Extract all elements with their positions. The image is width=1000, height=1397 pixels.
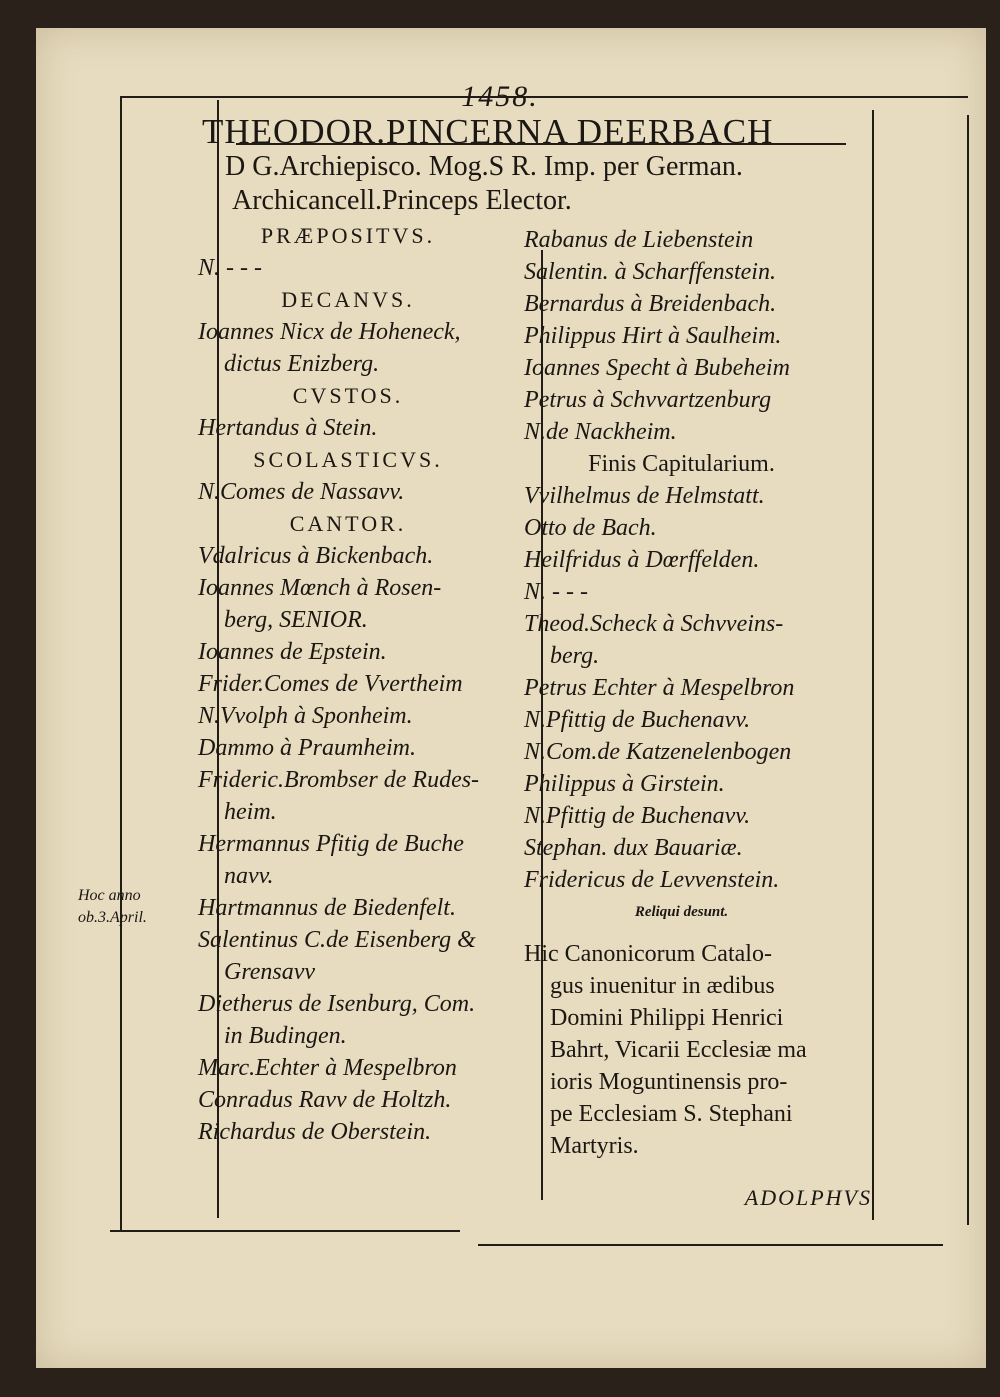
- list-item: Frider.Comes de Vvertheim: [198, 671, 463, 697]
- list-item: berg.: [550, 643, 600, 669]
- list-item: Theod.Scheck à Schvveins-: [524, 611, 784, 637]
- list-item: Reliqui desunt.: [634, 904, 729, 920]
- list-item: N.de Nackheim.: [524, 419, 677, 445]
- list-item: Domini Philippi Henrici: [550, 1005, 784, 1031]
- list-item: Salentinus C.de Eisenberg &: [198, 927, 476, 953]
- archbishop-title: D G.Archiepisco. Mog.S R. Imp. per German.: [225, 151, 743, 182]
- archbishop-office: Archicancell.Princeps Elector.: [232, 185, 572, 216]
- list-item: dictus Enizberg.: [224, 351, 380, 377]
- right-column: [524, 224, 839, 1162]
- list-item: N.Com.de Katzenelenbogen: [524, 739, 792, 765]
- list-item: Otto de Bach.: [524, 515, 657, 541]
- list-item: Rabanus de Liebenstein: [524, 227, 754, 253]
- list-item: Dietherus de Isenburg, Com.: [198, 991, 476, 1017]
- list-item: Richardus de Oberstein.: [198, 1119, 432, 1145]
- page-year: 1458.: [461, 80, 539, 113]
- list-item: Philippus à Girstein.: [524, 771, 725, 797]
- list-item: Bernardus à Breidenbach.: [524, 291, 777, 317]
- right-inner-rule: [872, 110, 874, 1220]
- margin-note: [78, 885, 178, 929]
- list-item: Ioannes Nicx de Hoheneck,: [198, 319, 461, 345]
- list-item: Grensavv: [224, 959, 316, 985]
- catchword: ADOLPHVS: [744, 1185, 872, 1210]
- list-item: ioris Moguntinensis pro-: [550, 1069, 788, 1095]
- list-item: Heilfridus à Dœrffelden.: [524, 547, 760, 573]
- left-column: [198, 220, 498, 1148]
- list-item: Frideric.Brombser de Rudes-: [198, 767, 480, 793]
- section-heading: PRÆPOSITVS.: [260, 223, 436, 248]
- list-item: Petrus Echter à Mespelbron: [524, 675, 795, 701]
- list-item: N.Vvolph à Sponheim.: [198, 703, 413, 729]
- list-item: berg, SENIOR.: [224, 607, 368, 633]
- margin-note-line: Hoc anno: [78, 887, 141, 904]
- list-item: Conradus Ravv de Holtzh.: [198, 1087, 452, 1113]
- list-item: Stephan. dux Bauariæ.: [524, 835, 743, 861]
- list-item: heim.: [224, 799, 277, 825]
- section-heading: SCOLASTICVS.: [253, 447, 443, 472]
- list-item: Vvilhelmus de Helmstatt.: [524, 483, 765, 509]
- list-item: N. - - -: [198, 255, 262, 281]
- list-item: Ioannes Mœnch à Rosen-: [198, 575, 442, 601]
- list-item: Dammo à Praumheim.: [198, 735, 416, 761]
- right-outer-rule: [967, 115, 969, 1225]
- bottom-rule-left: [110, 1230, 460, 1232]
- list-item: pe Ecclesiam S. Stephani: [550, 1101, 793, 1127]
- list-item: Bahrt, Vicarii Ecclesiæ ma: [550, 1037, 807, 1063]
- margin-note-line: ob.3.April.: [78, 909, 147, 926]
- list-item: Vdalricus à Bickenbach.: [198, 543, 434, 569]
- list-item: N. - - -: [524, 579, 588, 605]
- archbishop-name: THEODOR.PINCERNA DEERBACH: [202, 112, 774, 151]
- list-item: N.Pfittig de Buchenavv.: [524, 707, 751, 733]
- list-item: Martyris.: [550, 1133, 639, 1159]
- list-item: Ioannes Specht à Bubeheim: [524, 355, 790, 381]
- list-item: in Budingen.: [224, 1023, 347, 1049]
- book-page: [36, 28, 986, 1368]
- list-item: gus inuenitur in ædibus: [550, 973, 775, 999]
- list-item: Hic Canonicorum Catalo-: [524, 941, 772, 967]
- list-item: N.Pfittig de Buchenavv.: [524, 803, 751, 829]
- list-item: Hermannus Pfitig de Buche: [198, 831, 464, 857]
- list-item: N.Comes de Nassavv.: [198, 479, 405, 505]
- list-item: navv.: [224, 863, 274, 889]
- list-item: [524, 928, 839, 938]
- list-item: Hartmannus de Biedenfelt.: [198, 895, 456, 921]
- section-heading: CVSTOS.: [292, 383, 404, 408]
- list-item: Finis Capitularium.: [588, 451, 775, 477]
- list-item: Salentin. à Scharffenstein.: [524, 259, 776, 285]
- list-item: Ioannes de Epstein.: [198, 639, 387, 665]
- list-item: Hertandus à Stein.: [198, 415, 378, 441]
- list-item: Petrus à Schvvartzenburg: [524, 387, 772, 413]
- list-item: Marc.Echter à Mespelbron: [198, 1055, 457, 1081]
- bottom-rule-right: [478, 1244, 943, 1246]
- list-item: Philippus Hirt à Saulheim.: [524, 323, 782, 349]
- section-heading: DECANVS.: [281, 287, 415, 312]
- left-margin-rule: [120, 96, 122, 1231]
- section-heading: CANTOR.: [289, 511, 407, 536]
- list-item: Fridericus de Levvenstein.: [524, 867, 780, 893]
